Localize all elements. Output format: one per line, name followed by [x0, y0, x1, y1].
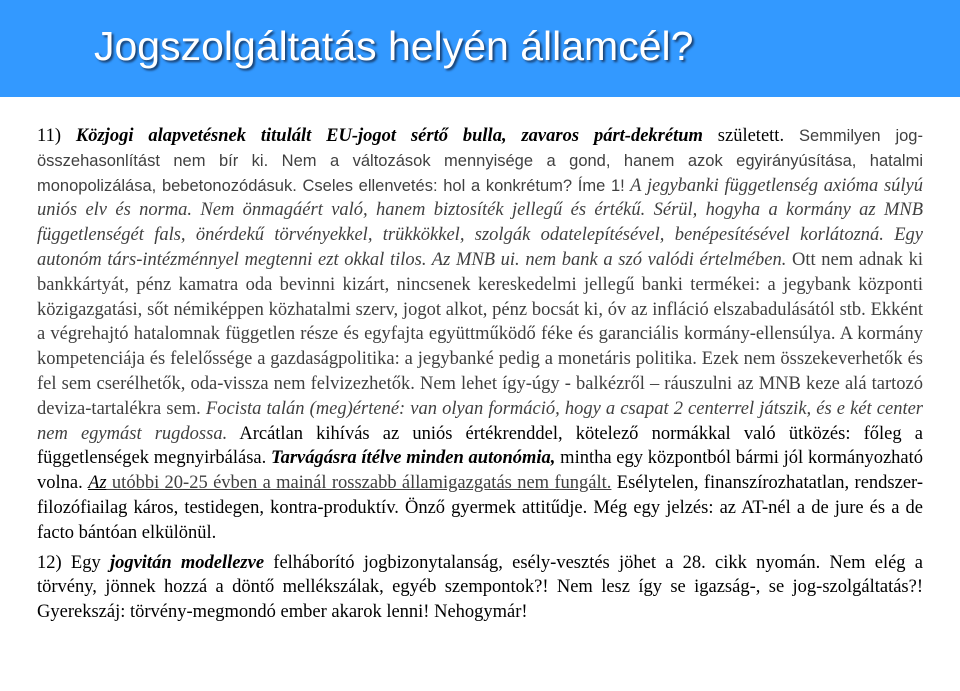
emphasis-bold-italic: Közjogi alapvetésnek titulált EU-jogot sértő bulla, zavaros párt-dekrétum [75, 126, 703, 146]
plain-text: Esélytelen, finanszírozhatatlan, rendszer-filozófiailag káros, testidegen, kontra-produktív. Önző gyermek attitűdje. Még egy jelzés: az AT-nél a de jure és a de facto bántóan elkülönül. [37, 473, 923, 543]
gray-italic-text: A jegybanki függetlenség axióma súlyú uniós elv és norma. Nem önmagáért való, hanem biztosíték jellegű és értékű. Sérül, hogyha a kormány az MNB függetlenségét fals, önérdekű törvényekkel, trükkökkel, szolgák odatelepítésével, benépesítésével korlátozná. Egy autonóm társ-intézménnyel megtenni ezt okkal tilos. Az MNB ui. nem bank a szó valódi értelmében. [37, 175, 923, 270]
plain-text: Arcátlan kihívás az uniós értékrenddel, kötelező normákkal való ütközés: főleg a függetlenségek megnyirbálása. [37, 423, 923, 469]
item-number: 12) Egy [37, 552, 110, 573]
paragraph-11 [37, 124, 923, 546]
underlined-gray-text: utóbbi 20-25 évben a mainál rosszabb államigazgatás nem fungált. [106, 473, 612, 494]
emphasis-bold-italic: Tarvágásra ítélve minden autonómia, [271, 448, 556, 469]
slide-body [37, 124, 923, 625]
gray-text: Semmilyen jog-összehasonlítást nem bír ki. Nem a változások mennyisége a gond, hanem azok egyirányúsítása, hatalmi monopolizálása, bebetonozódásuk. Cseles ellenvetés: hol a konkrétum? Íme 1! [37, 127, 923, 195]
paragraph-12 [37, 551, 923, 625]
slide-title: Jogszolgáltatás helyén államcél? [94, 23, 694, 69]
item-number: 11) [37, 126, 76, 146]
title-bar [0, 0, 960, 97]
plain-text: felháborító jogbizonytalanság, esély-vesztés jöhet a 28. cikk nyomán. Nem elég a törvény, jönnek hozzá a döntő mellékszálak, egyéb szempontok?! Nem lesz így se igazság-, se jog-szolgáltatás?! Gyerekszáj: törvény-megmondó ember akarok lenni! Nehogymár! [37, 552, 923, 623]
gray-italic-text: Focista talán (meg)értené: van olyan formáció, hogy a csapat 2 centerrel játszik, és e két center nem egymást rugdossa. [37, 398, 923, 444]
underlined-italic-text: Az [88, 473, 107, 494]
plain-text: mintha egy központból bármi jól kormányozható volna. [37, 448, 924, 494]
emphasis-bold-italic: jogvitán modellezve [109, 552, 265, 573]
plain-text: született. [702, 126, 799, 146]
gray-italic-text: Ott nem adnak ki bankkártyát, pénz kamatra oda bevinni kizárt, nincsenek kereskedelmi jellegű banki termékei: a jegybank központi közigazgatási, sőt némiképpen közhatalmi szerv, jogot alkot, pénz bocsát ki, óv az infláció elszabadulásától stb. Ekként a végrehajtó hatalomnak független része és egyfajta együttműködő féke és garanciális kormány-ellensúlya. A kormány kompetenciája és felelőssége a gazdaságpolitika: a jegybanké pedig a monetáris politika. Ezek nem összekeverhetők és fel sem cserélhetők, oda-vissza nem felvizezhetők. Nem lehet így-úgy - balkézről – ráuszulni az MNB keze alá tartozó deviza-tartalékra sem. [37, 249, 923, 419]
